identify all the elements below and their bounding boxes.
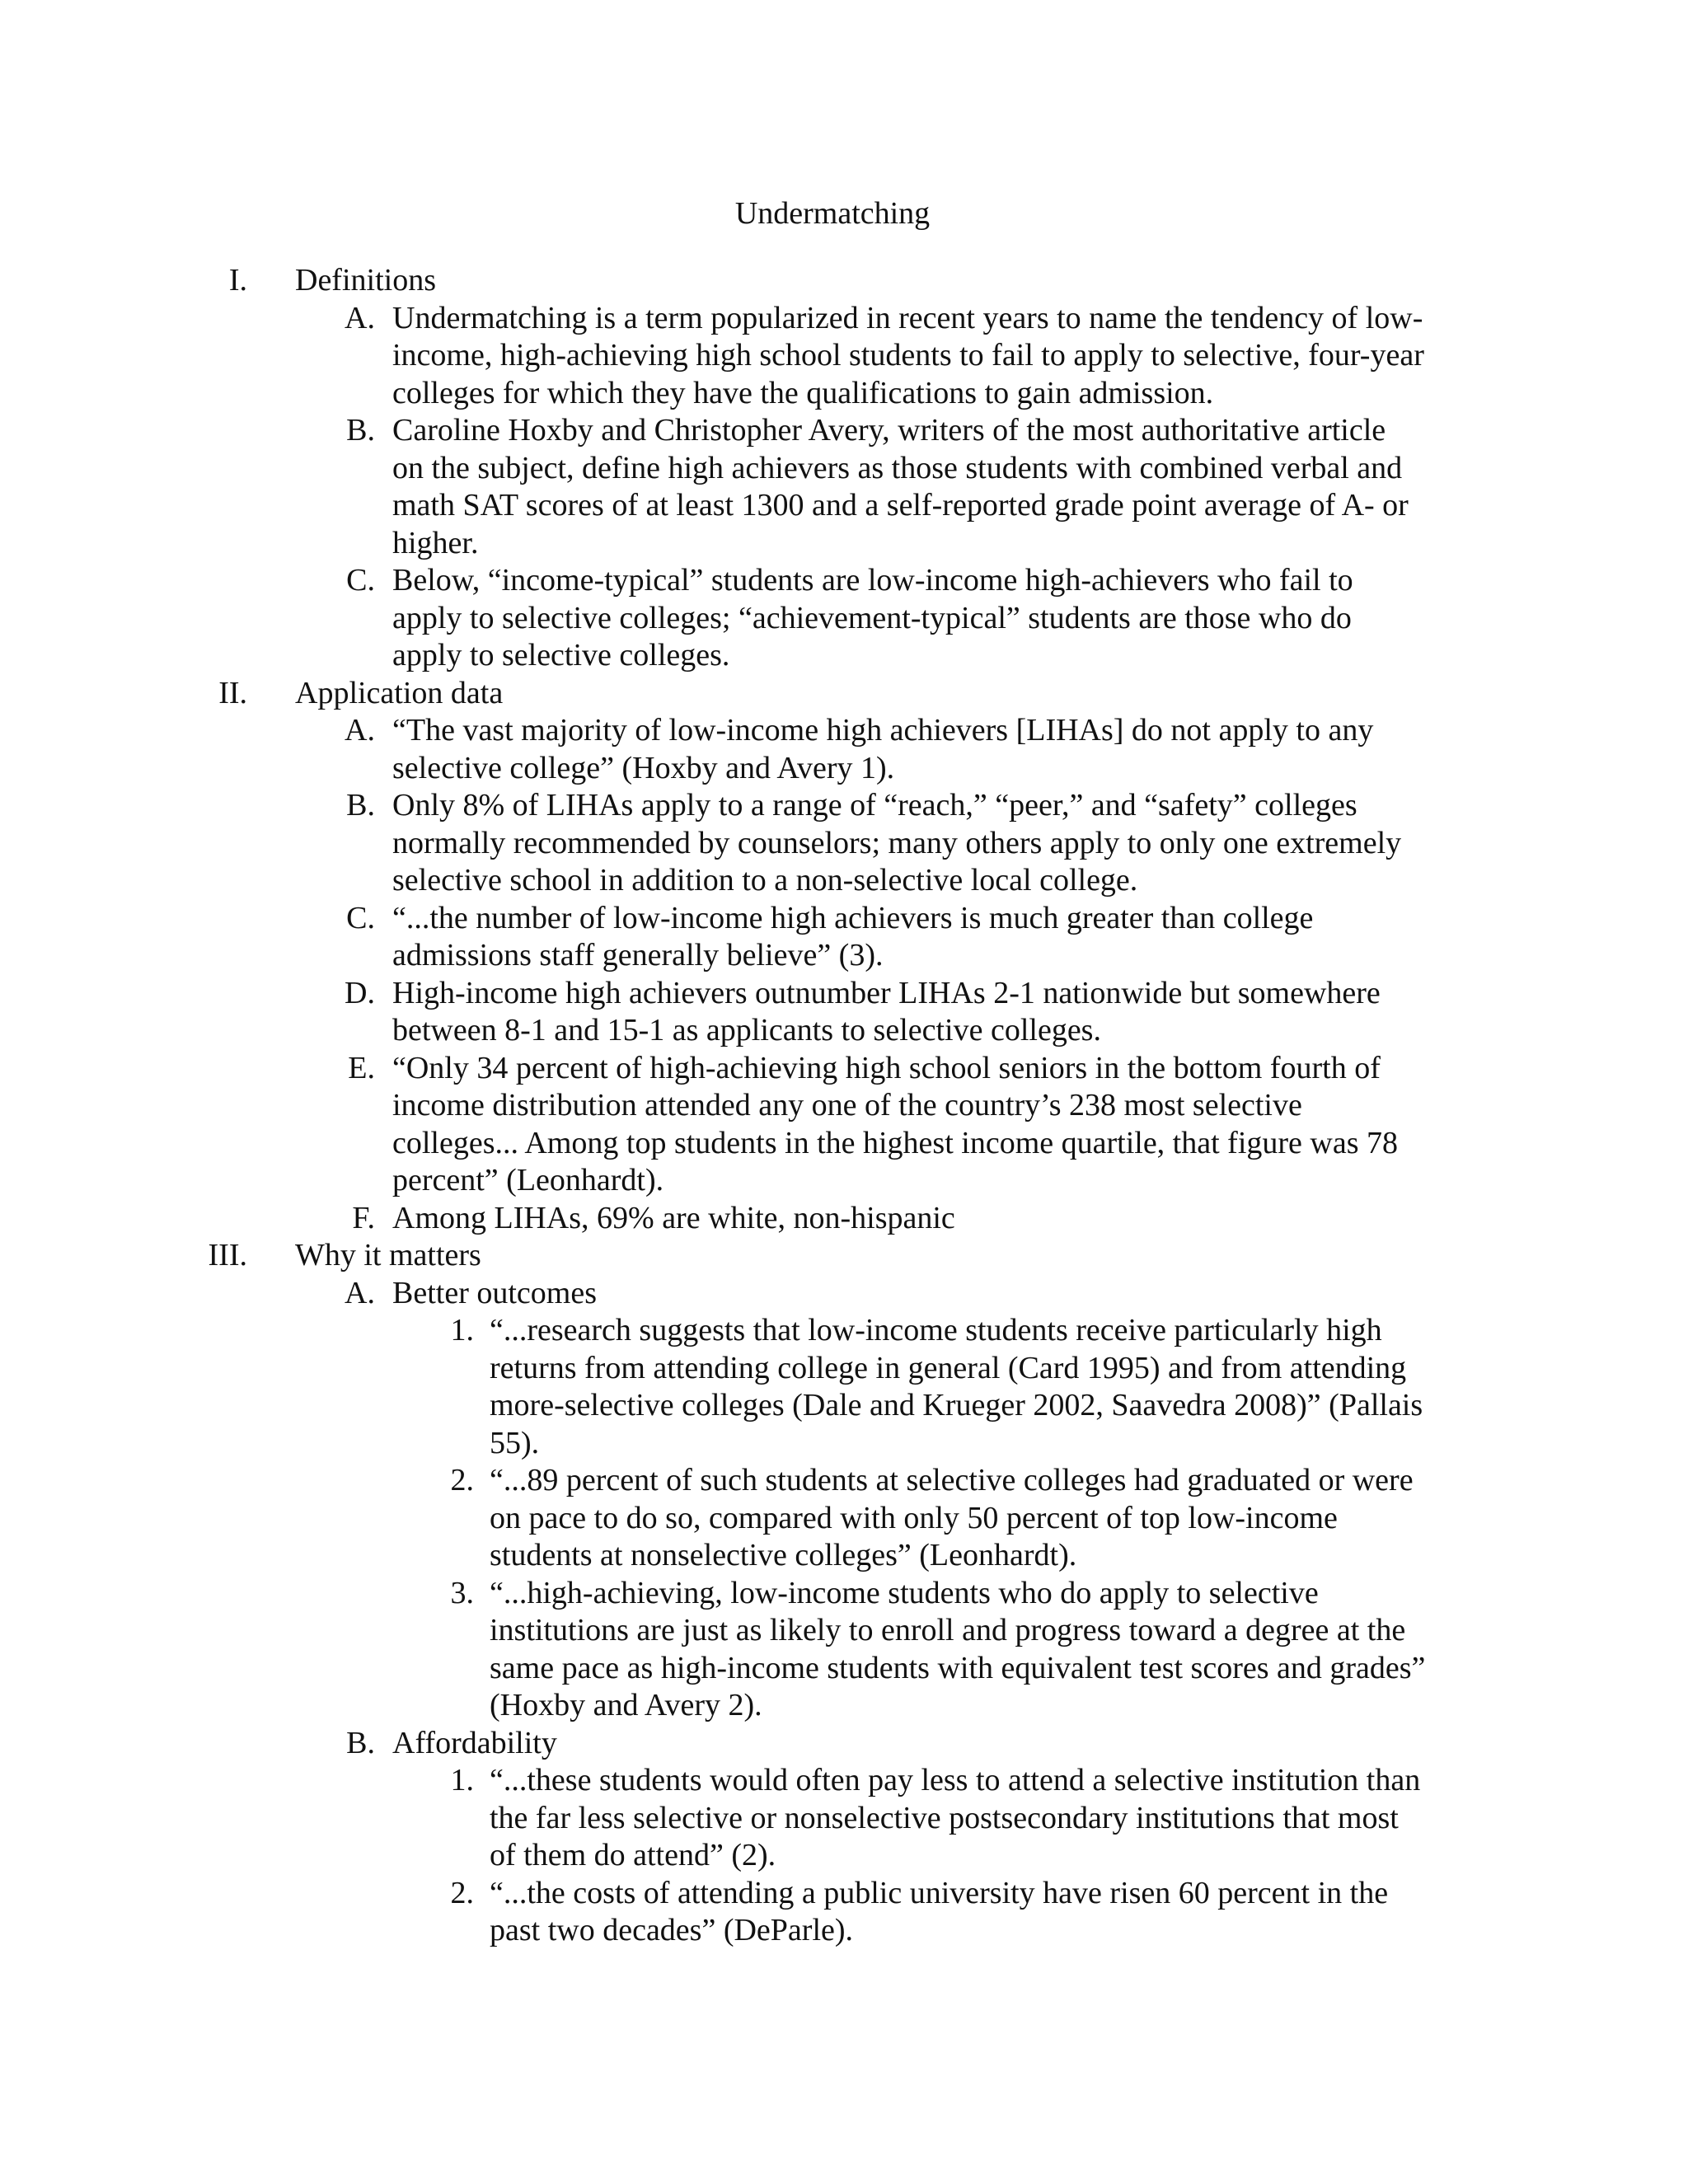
text-line: colleges... Among top students in the highest income quartile, that figure was 78 [392,1125,1398,1160]
outline-item [0,1050,1688,1200]
outline-subitem [0,1462,1688,1575]
text-line: “...89 percent of such students at selective colleges had graduated or were [490,1463,1414,1497]
text-line: Affordability [392,1725,557,1760]
outline-subitem [0,1875,1688,1950]
text-line: “...these students would often pay less to attend a selective institution than [490,1763,1421,1797]
text-line: Only 8% of LIHAs apply to a range of “reach,” “peer,” and “safety” colleges [392,788,1357,823]
section-heading-text: Definitions [295,263,436,298]
outline-item-text [392,787,1472,900]
text-line: Below, “income-typical” students are low-income high-achievers who fail to [392,563,1353,598]
outline-subitem-marker: 1. [450,1763,474,1797]
text-line: “The vast majority of low-income high achievers [LIHAs] do not apply to any [392,713,1374,748]
text-line: normally recommended by counselors; many others apply to only one extremely [392,825,1402,860]
outline [0,262,1688,1950]
text-line: Among LIHAs, 69% are white, non-hispanic [392,1200,955,1235]
text-line: institutions are just as likely to enroll and progress toward a degree at the [490,1613,1406,1647]
text-line: between 8-1 and 15-1 as applicants to selective colleges. [392,1013,1101,1047]
text-line: apply to selective colleges. [392,638,730,673]
outline-subitem [0,1312,1688,1462]
section-heading [0,675,1688,713]
text-line: admissions staff generally believe” (3). [392,938,884,972]
text-line: the far less selective or nonselective postsecondary institutions that most [490,1800,1399,1835]
section-numeral: I. [228,263,247,298]
outline-item-marker: A. [345,300,375,335]
outline-subitem [0,1575,1688,1725]
outline-item-marker: A. [345,713,375,748]
text-line: on the subject, define high achievers as those students with combined verbal and [392,450,1403,485]
outline-item-text [392,1275,1472,1313]
text-line: High-income high achievers outnumber LIHAs 2-1 nationwide but somewhere [392,975,1381,1010]
text-line: (Hoxby and Avery 2). [490,1688,762,1722]
outline-subitem-text [490,1462,1475,1575]
outline-item [0,1200,1688,1238]
text-line: Better outcomes [392,1275,597,1310]
section-heading [0,1237,1688,1275]
document-title: Undermatching [734,196,931,231]
text-line: Undermatching is a term popularized in recent years to name the tendency of low- [392,300,1423,335]
text-line: income, high-achieving high school students to fail to apply to selective, four-year [392,338,1424,373]
outline-item [0,300,1688,413]
outline-item-text [392,1200,1472,1238]
text-line: returns from attending college in general (Card 1995) and from attending [490,1350,1407,1385]
outline-subitem-text [490,1312,1475,1462]
outline-item-text [392,562,1472,675]
outline-subitem-marker: 2. [450,1875,474,1910]
outline-item [0,975,1688,1050]
outline-item-text [392,412,1472,562]
text-line: same pace as high-income students with equivalent test scores and grades” [490,1650,1426,1685]
outline-subitem-marker: 2. [450,1463,474,1497]
outline-item [0,562,1688,675]
outline-item-text [392,1725,1472,1763]
text-line: on pace to do so, compared with only 50 percent of top low-income [490,1500,1338,1535]
outline-item-text [392,1050,1472,1200]
text-line: apply to selective colleges; “achievement-typical” students are those who do [392,600,1352,635]
outline-item [0,712,1688,787]
outline-subitem-marker: 3. [450,1575,474,1610]
outline-item-marker: B. [346,1725,375,1760]
text-line: percent” (Leonhardt). [392,1163,664,1197]
section-numeral: II. [218,675,247,710]
text-line: selective college” (Hoxby and Avery 1). [392,750,895,785]
outline-subitem-marker: 1. [450,1313,474,1347]
outline-item-marker: F. [352,1200,375,1235]
text-line: “...the number of low-income high achievers is much greater than college [392,900,1314,935]
outline-item-marker: D. [345,975,375,1010]
outline-subitem [0,1762,1688,1875]
text-line: Caroline Hoxby and Christopher Avery, writers of the most authoritative article [392,413,1386,448]
text-line: more-selective colleges (Dale and Krueger 2002, Saavedra 2008)” (Pallais [490,1388,1423,1422]
text-line: past two decades” (DeParle). [490,1913,854,1947]
text-line: “...the costs of attending a public university have risen 60 percent in the [490,1875,1389,1910]
outline-item [0,1725,1688,1763]
text-line: income distribution attended any one of the country’s 238 most selective [392,1088,1302,1122]
text-line: math SAT scores of at least 1300 and a self-reported grade point average of A- or [392,488,1409,523]
text-line: selective school in addition to a non-selective local college. [392,863,1138,898]
section-heading-text: Application data [295,675,504,710]
outline-item [0,412,1688,562]
outline-item-marker: E. [348,1050,375,1085]
text-line: students at nonselective colleges” (Leonhardt). [490,1538,1077,1572]
outline-item-marker: B. [346,413,375,448]
outline-item [0,1275,1688,1313]
section-numeral: III. [208,1238,247,1272]
outline-item-marker: C. [346,563,375,598]
outline-item-marker: A. [345,1275,375,1310]
text-line: higher. [392,525,479,560]
text-line: colleges for which they have the qualifications to gain admission. [392,375,1214,410]
text-line: “...high-achieving, low-income students who do apply to selective [490,1575,1319,1610]
outline-subitem-text [490,1762,1475,1875]
text-line: “Only 34 percent of high-achieving high school seniors in the bottom fourth of [392,1050,1381,1085]
outline-item-text [392,900,1472,975]
outline-subitem-text [490,1575,1475,1725]
outline-item [0,787,1688,900]
text-line: of them do attend” (2). [490,1838,776,1872]
outline-item-marker: C. [346,900,375,935]
outline-subitem-text [490,1875,1475,1950]
section-heading [0,262,1688,300]
text-line: “...research suggests that low-income students receive particularly high [490,1313,1382,1347]
outline-item [0,900,1688,975]
outline-item-text [392,975,1472,1050]
outline-item-text [392,300,1472,413]
outline-item-text [392,712,1472,787]
text-line: 55). [490,1425,540,1460]
outline-item-marker: B. [346,788,375,823]
section-heading-text: Why it matters [295,1238,481,1272]
